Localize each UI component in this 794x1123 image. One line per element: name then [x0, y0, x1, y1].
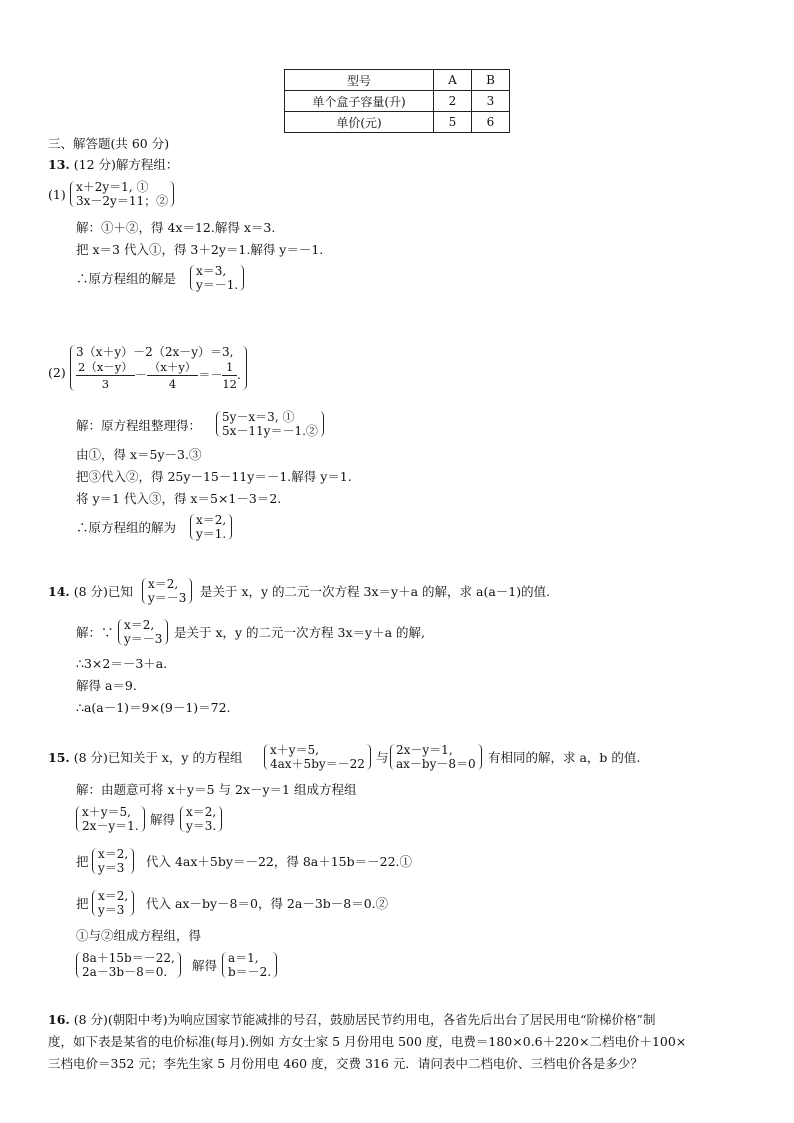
equation	[76, 360, 241, 392]
table-row	[285, 91, 510, 112]
equation: 2a－3b－8＝0.	[82, 965, 168, 979]
solution-step: ∴原方程组的解为	[76, 520, 177, 535]
left-brace	[142, 578, 147, 604]
question-text: (8 分)已知	[73, 584, 133, 599]
equation-system	[396, 743, 476, 771]
equation: y＝－3	[124, 632, 163, 646]
table-cell: 6	[472, 112, 510, 133]
minus-sign: －	[134, 368, 147, 382]
right-brace	[129, 848, 134, 874]
left-brace	[70, 345, 75, 391]
equation: 4ax＋5by＝－22	[270, 757, 365, 771]
table-header-cell: B	[472, 70, 510, 91]
equation: 2x－y＝1.	[82, 819, 139, 833]
table-header-row	[285, 70, 510, 91]
fraction	[147, 361, 198, 391]
equation: x＝2,	[196, 513, 227, 527]
right-brace	[140, 806, 145, 832]
question-text: (12 分)解方程组：	[73, 157, 179, 172]
table-cell: 5	[434, 112, 472, 133]
question-16	[48, 1011, 655, 1029]
solution-step: 将 y＝1 代入③，得 x＝5×1－3＝2.	[76, 491, 282, 506]
table-cell: 单价(元)	[285, 112, 434, 133]
equation: x＋y＝5,	[270, 743, 319, 757]
right-brace	[227, 514, 232, 540]
part-label: (2)	[48, 365, 66, 380]
solution-step: 解得	[192, 958, 218, 973]
solution-step: 代入 4ax＋5by＝－22，得 8a＋15b＝－22.①	[146, 854, 413, 869]
numerator: （x＋y）	[148, 359, 197, 374]
left-brace	[92, 848, 97, 874]
equation: b＝－2.	[228, 965, 272, 979]
equation: x＝2,	[148, 577, 179, 591]
equation: 8a＋15b＝－22,	[82, 951, 175, 965]
solution-step: 把	[76, 896, 89, 911]
left-brace	[190, 265, 195, 291]
left-brace	[216, 411, 221, 437]
solution-step: 把③代入②，得 25y－15－11y＝－1.解得 y＝1.	[76, 469, 352, 484]
equation: y＝1.	[196, 527, 227, 541]
condition-system	[148, 577, 186, 605]
left-brace	[222, 952, 227, 978]
right-brace	[163, 619, 168, 645]
question-number: 15.	[48, 750, 70, 765]
equation-system	[82, 951, 175, 979]
part-label: (1)	[48, 187, 66, 202]
numerator: 2（x－y）	[78, 359, 133, 374]
solution-step: 由①，得 x＝5y－3.③	[76, 447, 202, 462]
equation-system	[270, 743, 365, 771]
question-text: (8 分)(朝阳中考)为响应国家节能减排的号召，鼓励居民节约用电，各省先后出台了居民用电“阶梯价格”制	[73, 1012, 656, 1027]
equation-system	[82, 805, 139, 833]
table-cell: 2	[434, 91, 472, 112]
answer-system	[228, 951, 271, 979]
question-number: 13.	[48, 157, 70, 172]
left-brace	[76, 952, 81, 978]
left-brace	[190, 514, 195, 540]
question-text: 有相同的解，求 a，b 的值.	[488, 750, 641, 765]
condition-system	[124, 618, 162, 646]
equation: x＝2,	[186, 805, 217, 819]
solution-step: ①与②组成方程组，得	[76, 928, 202, 943]
right-brace	[239, 265, 244, 291]
equation: x＝3,	[196, 264, 227, 278]
solution-step: 把	[76, 854, 89, 869]
solution-step: ∴a(a－1)＝9×(9－1)＝72.	[76, 700, 231, 715]
question-13-title	[48, 156, 178, 174]
left-brace	[76, 806, 81, 832]
equation: x＋2y＝1, ①	[76, 180, 149, 194]
question-text: 是关于 x，y 的二元一次方程 3x＝y＋a 的解，求 a(a－1)的值.	[200, 584, 551, 599]
equation: x＋y＝5,	[82, 805, 131, 819]
equation: 3（x＋y）－2（2x－y）＝3,	[76, 345, 234, 359]
question-14	[48, 583, 133, 601]
right-brace	[176, 952, 181, 978]
left-brace	[92, 890, 97, 916]
equation: x＝2,	[98, 847, 129, 861]
equation: y＝－3	[148, 591, 187, 605]
right-brace	[129, 890, 134, 916]
capacity-price-table	[284, 69, 510, 133]
equation-system	[222, 410, 318, 438]
table-cell: 3	[472, 91, 510, 112]
equation-system	[76, 180, 168, 208]
equation: 5y－x＝3, ①	[222, 410, 295, 424]
section-heading: 三、解答题(共 60 分)	[48, 136, 170, 151]
numerator: 1	[222, 361, 237, 376]
solution-step: 解：∵	[76, 625, 114, 640]
solution-step: 代入 ax－by－8＝0，得 2a－3b－8＝0.②	[146, 896, 389, 911]
solution-step: 解得 a＝9.	[76, 678, 137, 693]
question-text: 三档电价＝352 元；李先生家 5 月份用电 460 度，交费 316 元．请问表中二档电价、三档电价各是多少？	[48, 1056, 643, 1071]
left-brace	[70, 181, 75, 207]
denominator: 4	[168, 376, 177, 391]
left-brace	[390, 744, 395, 770]
equation: x＝2,	[98, 889, 129, 903]
question-15	[48, 749, 242, 767]
equation: x＝2,	[124, 618, 155, 632]
question-number: 16.	[48, 1012, 70, 1027]
equation: y＝－1.	[196, 278, 239, 292]
equation: ax－by－8＝0	[396, 757, 476, 771]
denominator: 3	[101, 376, 110, 391]
solution-step: 是关于 x，y 的二元一次方程 3x＝y＋a 的解,	[174, 625, 425, 640]
equation-system	[98, 889, 128, 917]
equation: 2x－y＝1,	[396, 743, 453, 757]
equation: 5x－11y＝－1.②	[222, 424, 318, 438]
question-number: 14.	[48, 584, 70, 599]
fraction	[76, 361, 135, 391]
equals-sign: ＝－	[198, 368, 223, 382]
solution-step: 解得	[150, 812, 176, 827]
right-brace	[366, 744, 371, 770]
answer-system	[196, 264, 238, 292]
solution-step: ∴原方程组的解是	[76, 271, 177, 286]
left-brace	[118, 619, 123, 645]
equation-system	[76, 344, 241, 392]
table-header-cell: 型号	[285, 70, 434, 91]
solution-step: 解：原方程组整理得：	[76, 418, 202, 433]
solution-step: 解：由题意可将 x＋y＝5 与 2x－y＝1 组成方程组	[76, 782, 357, 797]
right-brace	[187, 578, 192, 604]
left-brace	[264, 744, 269, 770]
equation: a＝1,	[228, 951, 259, 965]
answer-system	[196, 513, 226, 541]
equation-system	[98, 847, 128, 875]
right-brace	[217, 806, 222, 832]
solution-step: 解：①＋②，得 4x＝12.解得 x＝3.	[76, 220, 276, 235]
left-brace	[180, 806, 185, 832]
fraction	[222, 361, 237, 391]
period: .	[236, 368, 241, 382]
question-text: (8 分)已知关于 x，y 的方程组	[73, 750, 243, 765]
right-brace	[272, 952, 277, 978]
right-brace	[319, 411, 324, 437]
question-text: 度，如下表是某省的电价标准(每月).例如 方女士家 5 月份用电 500 度，电费＝180×0.6＋220×二档电价＋100×	[48, 1034, 687, 1049]
table-row	[285, 112, 510, 133]
answer-system	[186, 805, 216, 833]
equation: 3x－2y＝11；②	[76, 194, 169, 208]
solution-step: 把 x＝3 代入①，得 3＋2y＝1.解得 y＝－1.	[76, 242, 324, 257]
table-header-cell: A	[434, 70, 472, 91]
question-text: 与	[376, 750, 389, 765]
right-brace	[477, 744, 482, 770]
denominator: 12	[222, 376, 237, 391]
solution-step: ∴3×2＝－3＋a.	[76, 656, 168, 671]
right-brace	[242, 346, 247, 390]
equation: y＝3	[98, 903, 125, 917]
equation: y＝3.	[186, 819, 217, 833]
table-cell: 单个盒子容量(升)	[285, 91, 434, 112]
right-brace	[169, 181, 174, 207]
equation: y＝3	[98, 861, 125, 875]
